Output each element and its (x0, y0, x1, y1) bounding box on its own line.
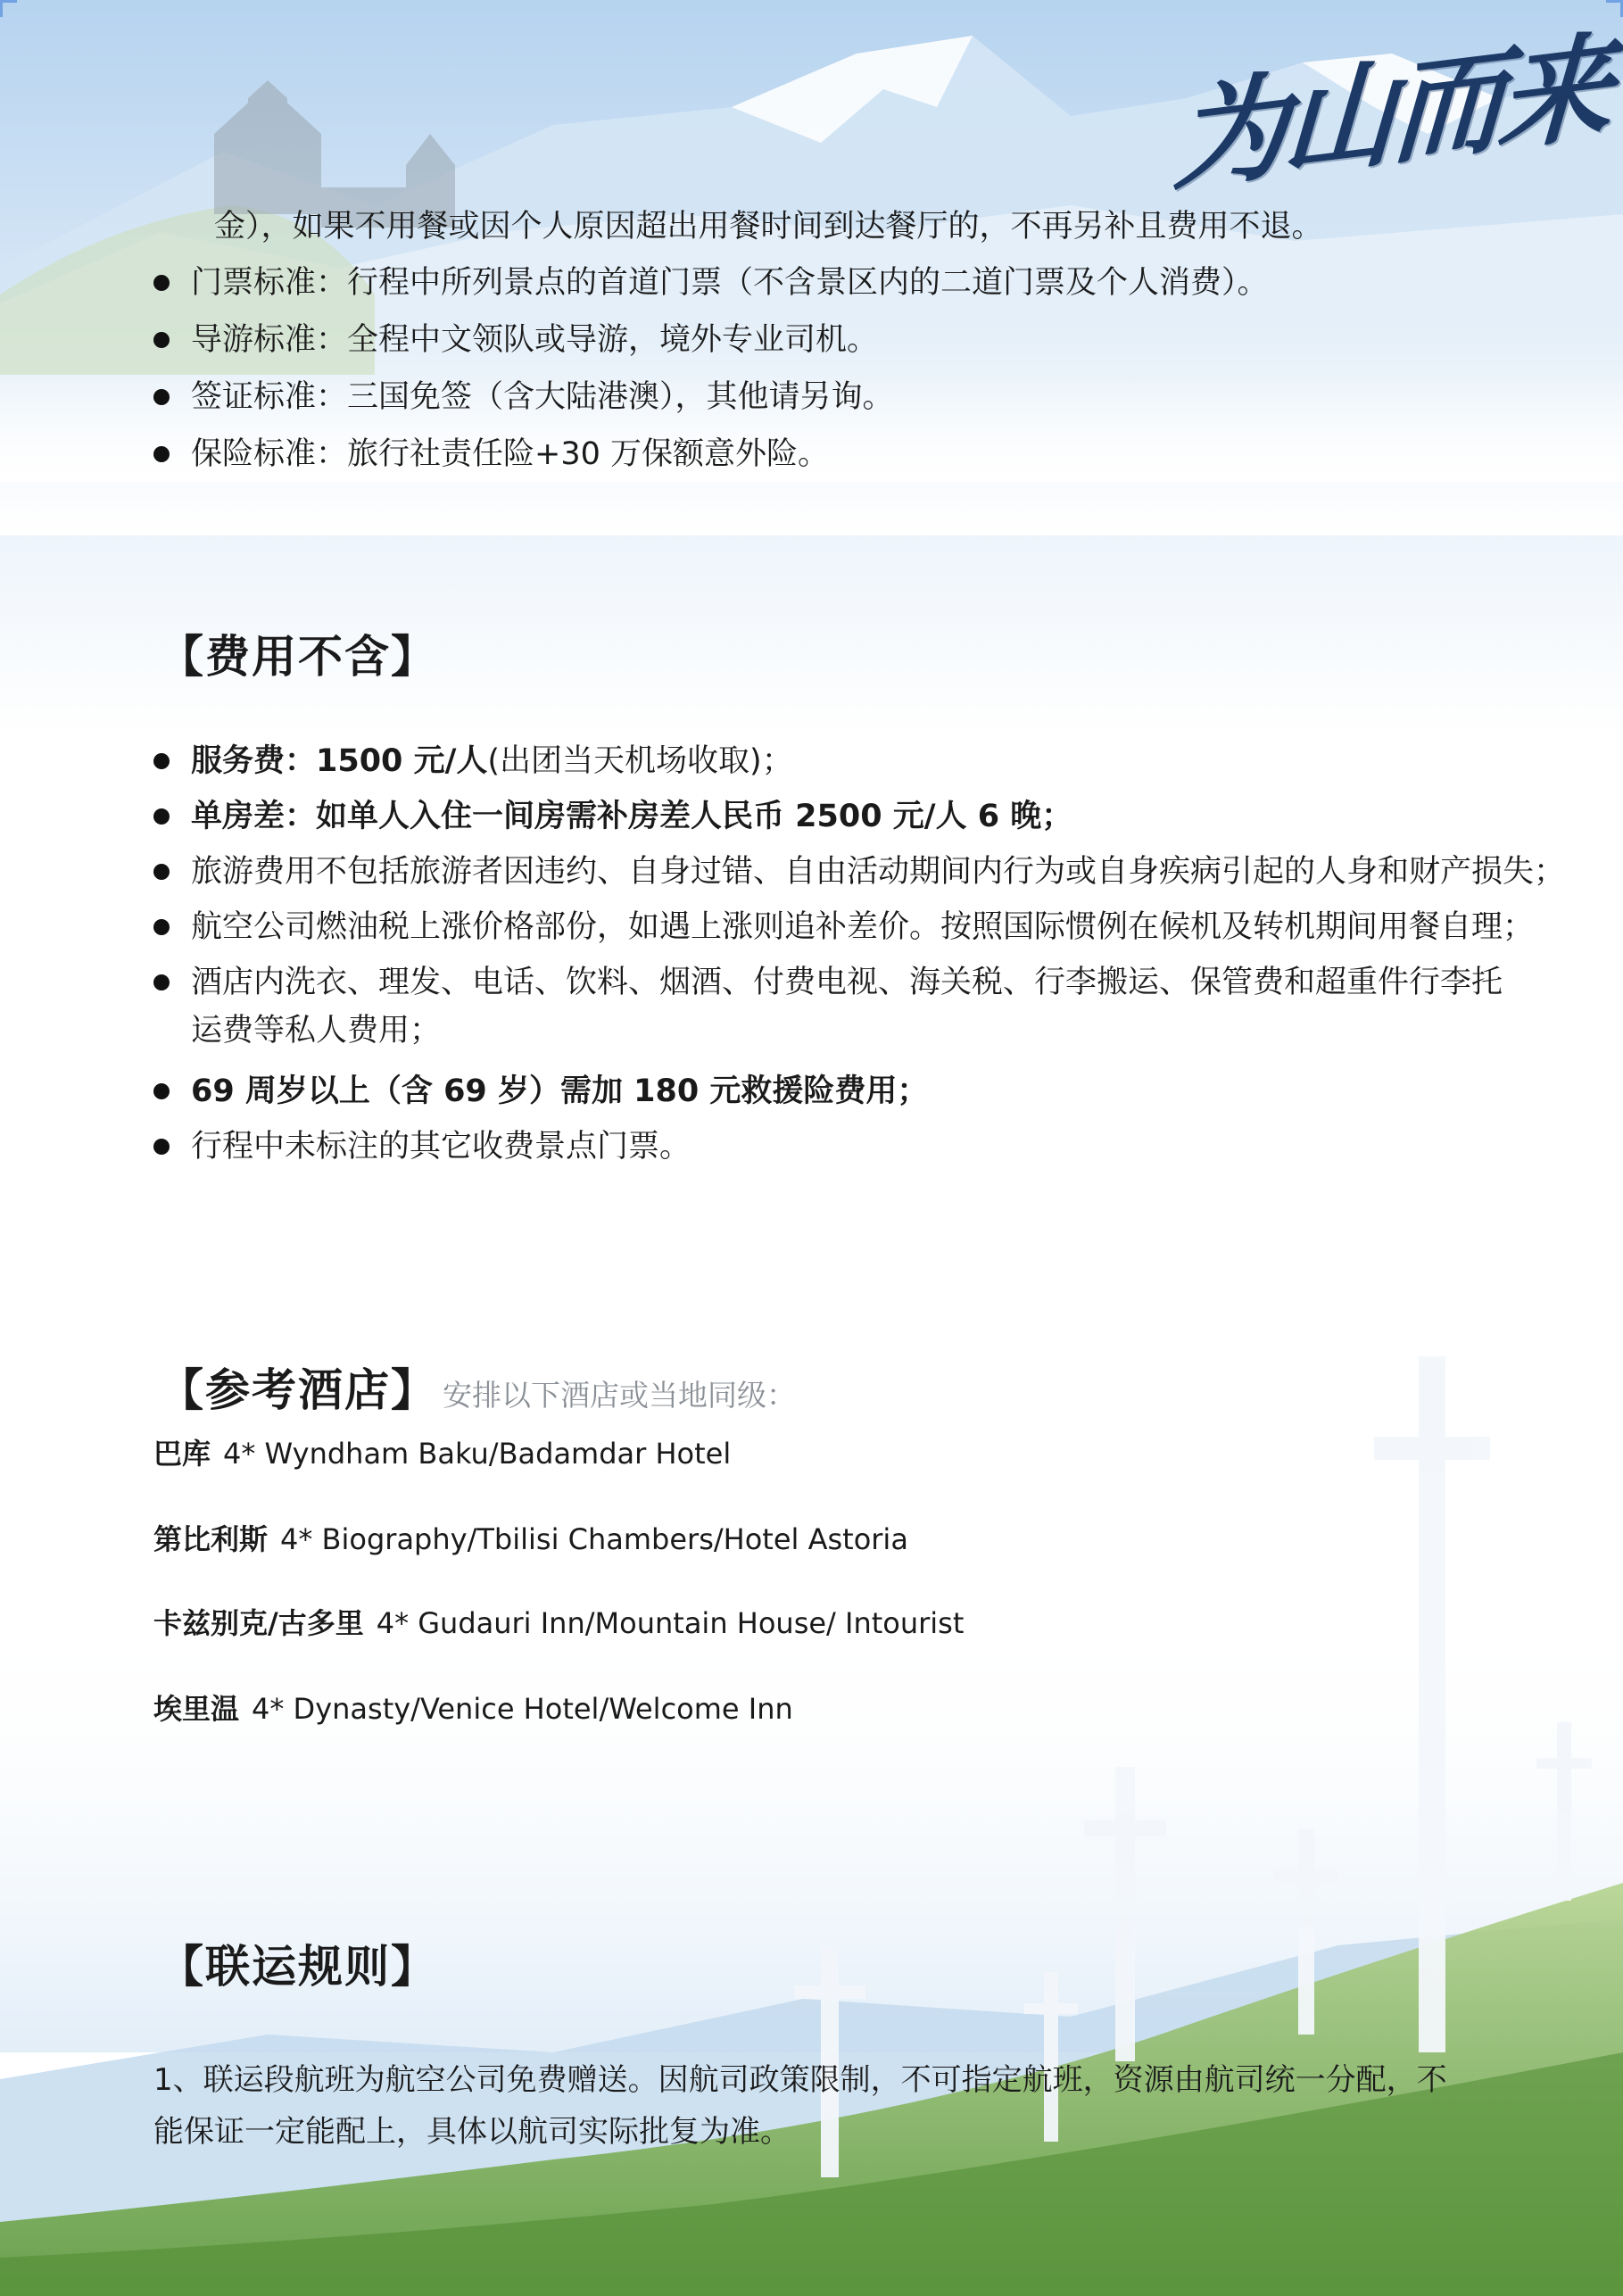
section-title-transfer: 【联运规则】 (159, 1941, 437, 1993)
excluded-item (153, 737, 793, 785)
hotel-name: 4* Biography/Tbilisi Chambers/Hotel Astoria (280, 1522, 908, 1556)
excluded-item (153, 1123, 691, 1171)
bullet-item-visa (153, 373, 894, 421)
bullet-dot-icon (153, 919, 170, 935)
bullet-item-insurance (153, 430, 829, 478)
excluded-item-bold: 单房差：如单人入住一间房需补房差人民币 2500 元/人 6 晚； (191, 799, 1073, 834)
hotel-row (153, 1517, 908, 1558)
excluded-item-text: (出团当天机场收取)； (487, 743, 793, 779)
transfer-rule-paragraph: 1、联运段航班为航空公司免费赠送。因航司政策限制，不可指定航班，资源由航司统一分配，不能保证一定能配上，具体以航司实际批复为准。 (153, 2062, 1447, 2150)
hotel-city: 卡兹别克/古多里 (153, 1606, 364, 1640)
excluded-item-text: 航空公司燃油税上涨价格部份，如遇上涨则追补差价。按照国际惯例在候机及转机期间用餐自理； (191, 909, 1535, 945)
bullet-dot-icon (153, 1083, 170, 1099)
brand-calligraphy-text: 为山而来 (1171, 19, 1611, 208)
bullet-dot-icon (153, 446, 170, 462)
hotel-city: 第比利斯 (153, 1522, 269, 1556)
excluded-item (153, 848, 1565, 896)
hotel-city: 巴库 (153, 1437, 211, 1471)
hotel-row (153, 1601, 964, 1642)
bullet-dot-icon (153, 1139, 170, 1155)
hotel-name: 4* Dynasty/Venice Hotel/Welcome Inn (252, 1692, 793, 1726)
hotels-subtitle: 安排以下酒店或当地同级： (443, 1378, 796, 1413)
bullet-dot-icon (153, 974, 170, 991)
bullet-dot-icon (153, 808, 170, 825)
bullet-text: 导游标准：全程中文领队或导游，境外专业司机。 (191, 322, 879, 358)
bullet-item-guide (153, 316, 878, 364)
bullet-dot-icon (153, 864, 170, 880)
hotel-row (153, 1687, 793, 1728)
section-title-excluded: 【费用不含】 (159, 631, 437, 683)
bullet-dot-icon (153, 753, 170, 769)
excluded-item (153, 958, 1503, 1055)
bullet-dot-icon (153, 275, 170, 291)
bullet-text: 签证标准：三国免签（含大陆港澳），其他请另询。 (191, 379, 894, 415)
excluded-item (153, 903, 1534, 951)
hotel-name: 4* Wyndham Baku/Badamdar Hotel (223, 1437, 732, 1471)
excluded-item (153, 792, 1072, 841)
bullet-dot-icon (153, 332, 170, 348)
crop-mark-left (0, 0, 17, 17)
hotel-name: 4* Gudauri Inn/Mountain House/ Intourist (376, 1606, 965, 1640)
section-title-hotels (159, 1355, 796, 1419)
hotel-city: 埃里温 (153, 1692, 240, 1726)
bullet-text: 门票标准：行程中所列景点的首道门票（不含景区内的二道门票及个人消费）。 (191, 265, 1269, 301)
excluded-item-text: 酒店内洗衣、理发、电话、饮料、烟酒、付费电视、海关税、行李搬运、保管费和超重件行李托运费等私人费用； (191, 965, 1503, 1049)
hotels-title: 【参考酒店】 (159, 1364, 437, 1416)
excluded-item (153, 1067, 928, 1115)
excluded-item-bold: 69 周岁以上（含 69 岁）需加 180 元救援险费用； (191, 1073, 929, 1109)
excluded-item-text: 旅游费用不包括旅游者因违约、自身过错、自由活动期间内行为或自身疾病引起的人身和财产损失； (191, 854, 1566, 890)
excluded-item-text: 行程中未标注的其它收费景点门票。 (191, 1129, 691, 1165)
hotel-row (153, 1431, 731, 1472)
crop-mark-right (1606, 0, 1623, 17)
brand-calligraphy (1171, 19, 1611, 216)
bullet-item-tickets (153, 259, 1269, 307)
excluded-item-bold: 服务费：1500 元/人 (191, 743, 488, 779)
bullet-text: 保险标准：旅行社责任险+30 万保额意外险。 (191, 436, 829, 472)
continuation-line: 金），如果不用餐或因个人原因超出用餐时间到达餐厅的，不再另补且费用不退。 (214, 209, 1323, 245)
bullet-dot-icon (153, 389, 170, 405)
